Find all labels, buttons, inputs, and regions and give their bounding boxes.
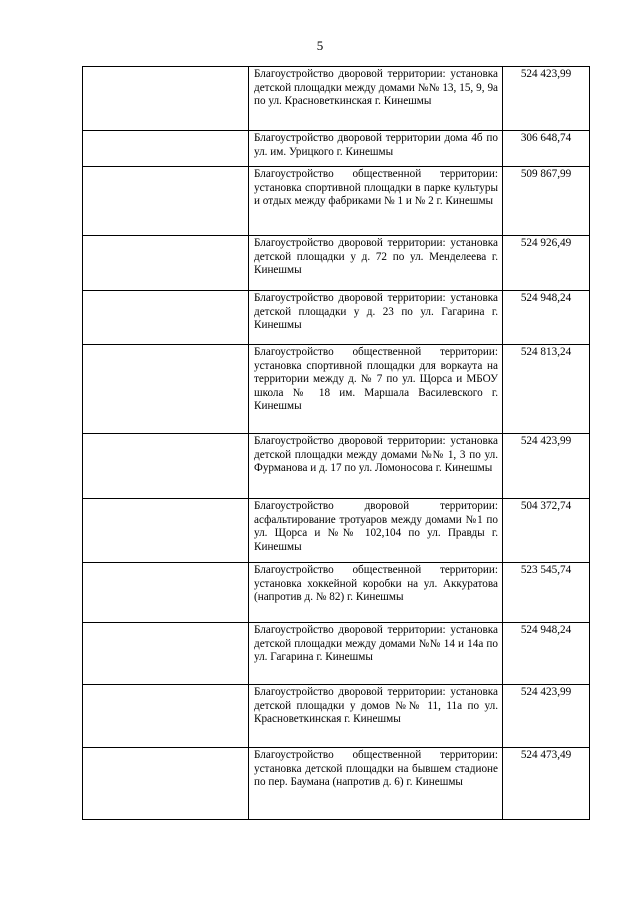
empty-cell <box>83 434 249 499</box>
description-cell <box>249 345 503 434</box>
empty-cell <box>83 748 249 820</box>
amount-cell: 524 813,24 <box>503 345 590 434</box>
description-text: Благоустройство дворовой территории: установка детской площадки между домами №№ 13, 15, 9, 9а по ул. Красноветкинская г. Кинешмы <box>254 68 498 108</box>
table-row <box>83 563 590 623</box>
table-row <box>83 345 590 434</box>
description-text: Благоустройство дворовой территории: установка детской площадки у домов №№ 11, 11а по ул. Красноветкинская г. Кинешмы <box>254 686 498 726</box>
empty-cell <box>83 291 249 345</box>
description-text: Благоустройство дворовой территории: установка детской площадки у д. 72 по ул. Менделеева г. Кинешмы <box>254 237 498 277</box>
projects-table-body <box>83 67 590 820</box>
table-row <box>83 131 590 167</box>
amount-cell: 524 926,49 <box>503 236 590 291</box>
description-text: Благоустройство общественной территории: установка спортивной площадки для воркаута на территории между д. № 7 по ул. Щорса и МБОУ школа № 18 им. Маршала Василевского г. Кинешмы <box>254 346 498 413</box>
table-row <box>83 685 590 748</box>
description-cell <box>249 685 503 748</box>
projects-table <box>82 66 590 820</box>
description-cell <box>249 131 503 167</box>
description-text: Благоустройство дворовой территории: установка детской площадки между домами №№ 1, 3 по ул. Фурманова и д. 17 по ул. Ломоносова г. Кинешмы <box>254 435 498 475</box>
empty-cell <box>83 499 249 563</box>
description-cell <box>249 434 503 499</box>
table-row <box>83 623 590 685</box>
description-cell <box>249 563 503 623</box>
description-cell <box>249 67 503 131</box>
table-row <box>83 167 590 236</box>
description-text: Благоустройство общественной территории: установка детской площадки на бывшем стадионе по пер. Баумана (напротив д. 6) г. Кинешмы <box>254 749 498 789</box>
description-text: Благоустройство общественной территории: установка хоккейной коробки на ул. Аккуратова (напротив д. № 82) г. Кинешмы <box>254 564 498 604</box>
table-row <box>83 748 590 820</box>
table-row <box>83 236 590 291</box>
amount-cell: 504 372,74 <box>503 499 590 563</box>
empty-cell <box>83 563 249 623</box>
amount-cell: 524 948,24 <box>503 291 590 345</box>
empty-cell <box>83 345 249 434</box>
description-text: Благоустройство общественной территории: установка спортивной площадки в парке культуры и отдых между фабриками № 1 и № 2 г. Кинешмы <box>254 168 498 208</box>
empty-cell <box>83 236 249 291</box>
empty-cell <box>83 167 249 236</box>
empty-cell <box>83 623 249 685</box>
description-text: Благоустройство дворовой территории: асфальтирование тротуаров между домами №1 по ул. Щорса и №№ 102,104 по ул. Правды г. Кинешмы <box>254 500 498 553</box>
description-cell <box>249 499 503 563</box>
empty-cell <box>83 685 249 748</box>
empty-cell <box>83 131 249 167</box>
description-cell <box>249 236 503 291</box>
description-text: Благоустройство дворовой территории: установка детской площадки у д. 23 по ул. Гагарина г. Кинешмы <box>254 292 498 332</box>
description-cell <box>249 167 503 236</box>
amount-cell: 524 423,99 <box>503 67 590 131</box>
amount-cell: 524 423,99 <box>503 434 590 499</box>
empty-cell <box>83 67 249 131</box>
amount-cell: 306 648,74 <box>503 131 590 167</box>
amount-cell: 509 867,99 <box>503 167 590 236</box>
amount-cell: 524 473,49 <box>503 748 590 820</box>
amount-cell: 524 423,99 <box>503 685 590 748</box>
table-row <box>83 434 590 499</box>
description-text: Благоустройство дворовой территории дома 4б по ул. им. Урицкого г. Кинешмы <box>254 132 498 158</box>
description-cell <box>249 291 503 345</box>
table-row <box>83 291 590 345</box>
amount-cell: 523 545,74 <box>503 563 590 623</box>
table-row <box>83 67 590 131</box>
description-cell <box>249 623 503 685</box>
table-row <box>83 499 590 563</box>
description-text: Благоустройство дворовой территории: установка детской площадки между домами №№ 14 и 14а по ул. Гагарина г. Кинешмы <box>254 624 498 664</box>
description-cell <box>249 748 503 820</box>
page-number: 5 <box>316 38 324 53</box>
amount-cell: 524 948,24 <box>503 623 590 685</box>
